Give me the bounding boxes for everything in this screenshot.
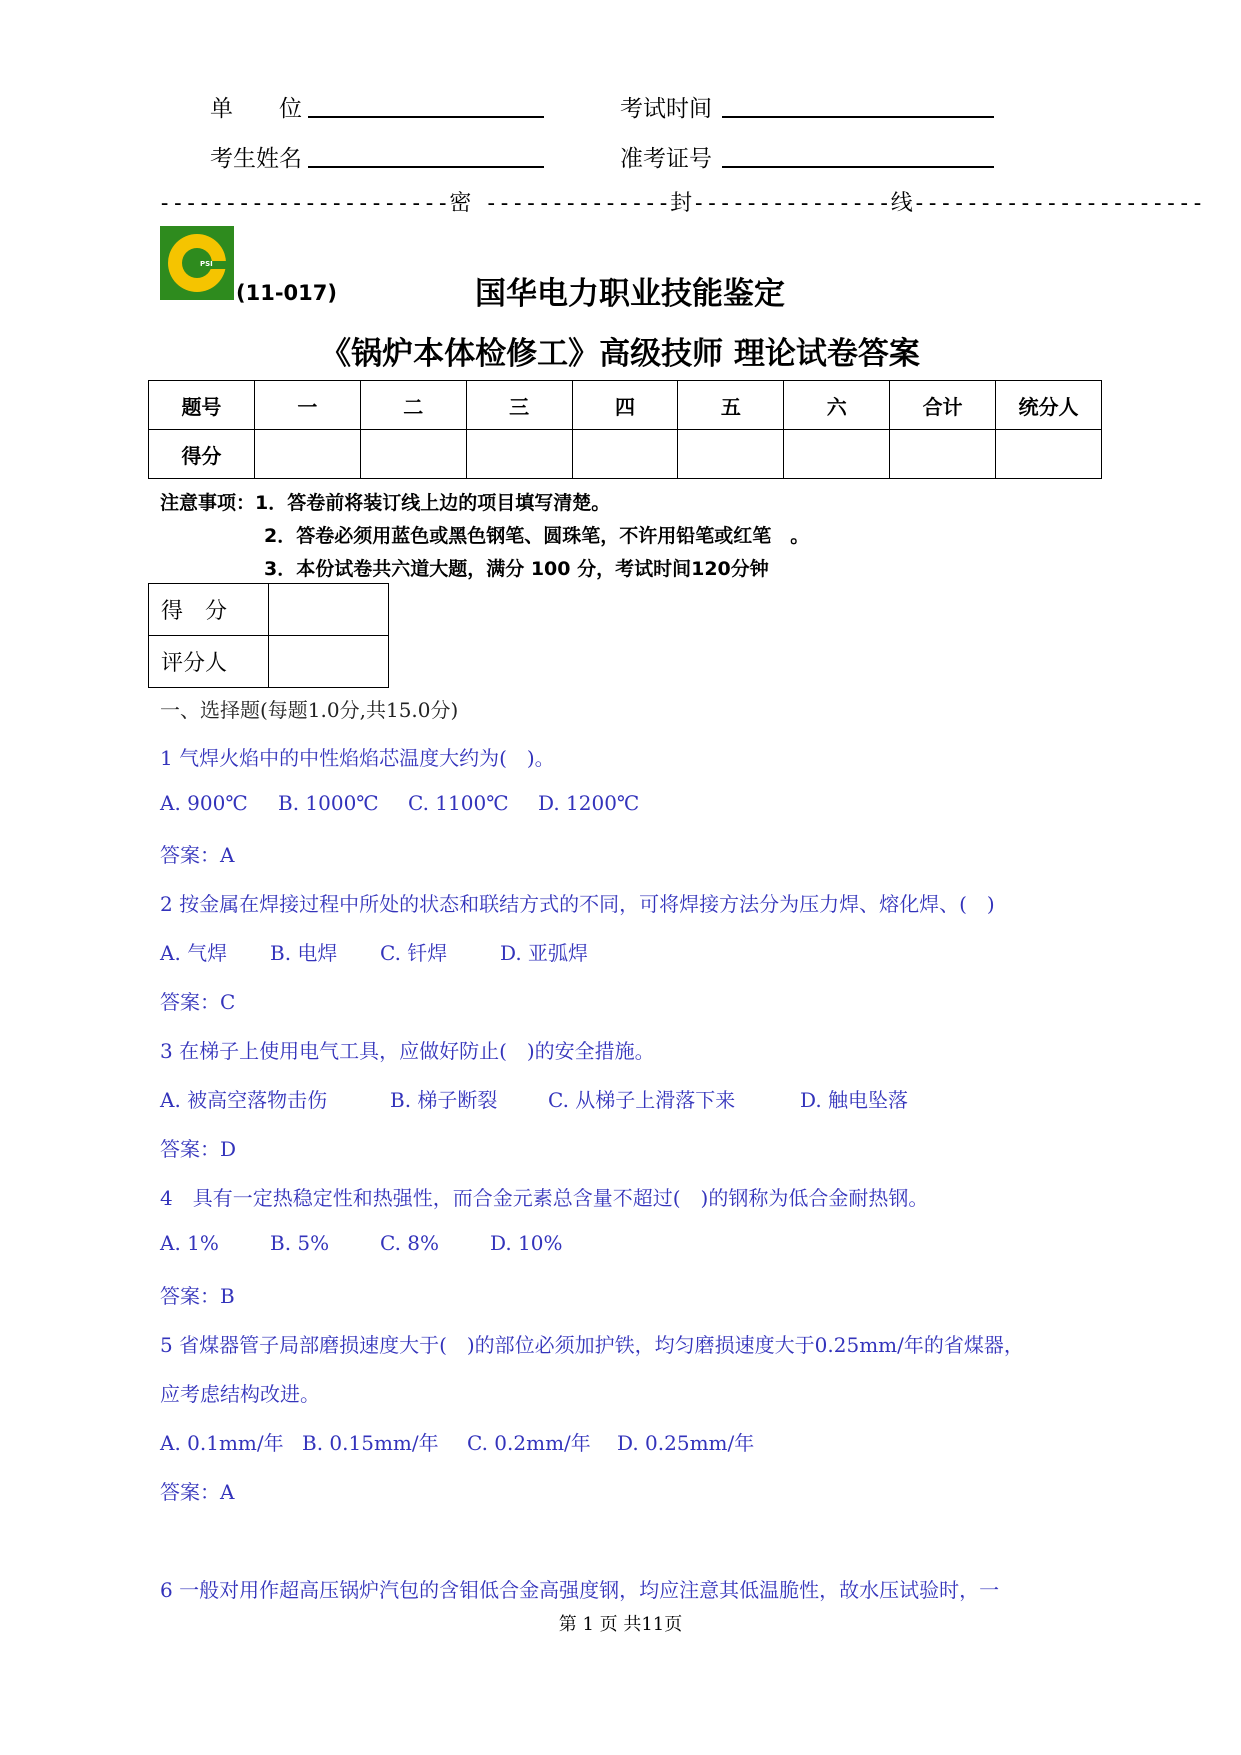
seal-line: ----------------------密 --------------封---------------线---------------------- [158,191,1205,216]
grader-name-label: 评分人 [149,636,269,688]
answer: 答案：C [160,990,236,1014]
option: D. 1200℃ [538,791,640,815]
note-item: 1．答卷前将装订线上边的项目填写清楚。 [255,492,611,514]
grader-name-cell[interactable] [269,636,389,688]
answer: 答案：B [160,1284,235,1308]
notes-label: 注意事项： [160,492,256,514]
score-cell[interactable] [360,430,466,479]
option: D. 10% [490,1231,563,1255]
question-stem: 2 按金属在焊接过程中所处的状态和联结方式的不同，可将焊接方法分为压力焊、熔化焊、( ) [160,892,995,916]
option: C. 8% [380,1231,440,1255]
grader-table [148,583,389,688]
logo-text: PSI [200,260,213,268]
score-header-cell: 三 [466,381,572,430]
option: A. 气焊 [160,941,228,965]
question-options [160,1427,754,1456]
notes-block [160,487,809,586]
option: D. 触电坠落 [800,1088,909,1112]
score-cell[interactable] [572,430,678,479]
question-stem: 4 具有一定热稳定性和热强性，而合金元素总含量不超过( )的钢称为低合金耐热钢。 [160,1186,929,1210]
question-stem: 6 一般对用作超高压锅炉汽包的含钼低合金高强度钢，均应注意其低温脆性，故水压试验时，一 [160,1578,1000,1602]
question-stem: 1 气焊火焰中的中性焰焰芯温度大约为( )。 [160,746,555,770]
question-options [160,1231,563,1255]
option: A. 1% [160,1231,219,1255]
answer: 答案：A [160,843,235,867]
score-cell[interactable] [996,430,1102,479]
exam-time-field[interactable] [722,116,994,118]
ticket-label: 准考证号 [620,146,712,172]
option: C. 0.2mm/年 [467,1431,591,1455]
option: C. 从梯子上滑落下来 [548,1088,736,1112]
score-header-cell: 合计 [890,381,996,430]
psi-logo-icon [160,226,234,300]
option: B. 梯子断裂 [390,1088,498,1112]
question-options [160,791,639,815]
option: B. 1000℃ [278,791,379,815]
option: A. 0.1mm/年 [160,1431,284,1455]
score-header-cell: 题号 [149,381,255,430]
question-stem: 5 省煤器管子局部磨损速度大于( )的部位必须加护铁，均匀磨损速度大于0.25mm/年的省煤器， [160,1333,1024,1357]
option: B. 0.15mm/年 [302,1431,439,1455]
unit-label: 单 位 [210,96,302,122]
score-header-cell: 四 [572,381,678,430]
question-stem-continued: 应考虑结构改进。 [160,1382,320,1406]
page-footer: 第 1 页 共11页 [558,1614,683,1635]
score-header-cell: 二 [360,381,466,430]
question-stem: 3 在梯子上使用电气工具，应做好防止( )的安全措施。 [160,1039,655,1063]
score-table [148,380,1102,479]
exam-code: (11-017) [236,281,337,305]
note-item: 3．本份试卷共六道大题，满分 100 分，考试时间120分钟 [264,558,769,580]
score-cell[interactable] [254,430,360,479]
option: B. 5% [270,1231,330,1255]
score-header-cell: 五 [678,381,784,430]
question-options [160,937,588,966]
note-item: 2．答卷必须用蓝色或黑色钢笔、圆珠笔，不许用铅笔或红笔 。 [264,525,810,547]
exam-time-label: 考试时间 [620,96,712,122]
unit-field[interactable] [308,116,544,118]
score-table-score-row [149,430,1102,479]
option: B. 电焊 [270,941,338,965]
organization-title: 国华电力职业技能鉴定 [475,276,785,312]
answer: 答案：D [160,1137,237,1161]
option: D. 0.25mm/年 [617,1431,755,1455]
name-label: 考生姓名 [210,146,302,172]
answer: 答案：A [160,1480,235,1504]
score-cell[interactable] [784,430,890,479]
option: A. 被高空落物击伤 [160,1088,328,1112]
score-header-cell: 统分人 [996,381,1102,430]
grader-score-label: 得 分 [149,584,269,636]
page-title: 《锅炉本体检修工》高级技师 理论试卷答案 [320,336,920,372]
score-row-label: 得分 [149,430,255,479]
name-field[interactable] [308,166,544,168]
score-cell[interactable] [890,430,996,479]
option: C. 钎焊 [380,941,448,965]
option: D. 亚弧焊 [500,941,589,965]
score-cell[interactable] [466,430,572,479]
score-header-cell: 六 [784,381,890,430]
score-cell[interactable] [678,430,784,479]
option: A. 900℃ [160,791,248,815]
ticket-field[interactable] [722,166,994,168]
grader-score-cell[interactable] [269,584,389,636]
question-options [160,1084,908,1113]
score-table-header-row [149,381,1102,430]
option: C. 1100℃ [408,791,509,815]
score-header-cell: 一 [254,381,360,430]
section-title: 一、选择题(每题1.0分,共15.0分) [160,698,459,722]
